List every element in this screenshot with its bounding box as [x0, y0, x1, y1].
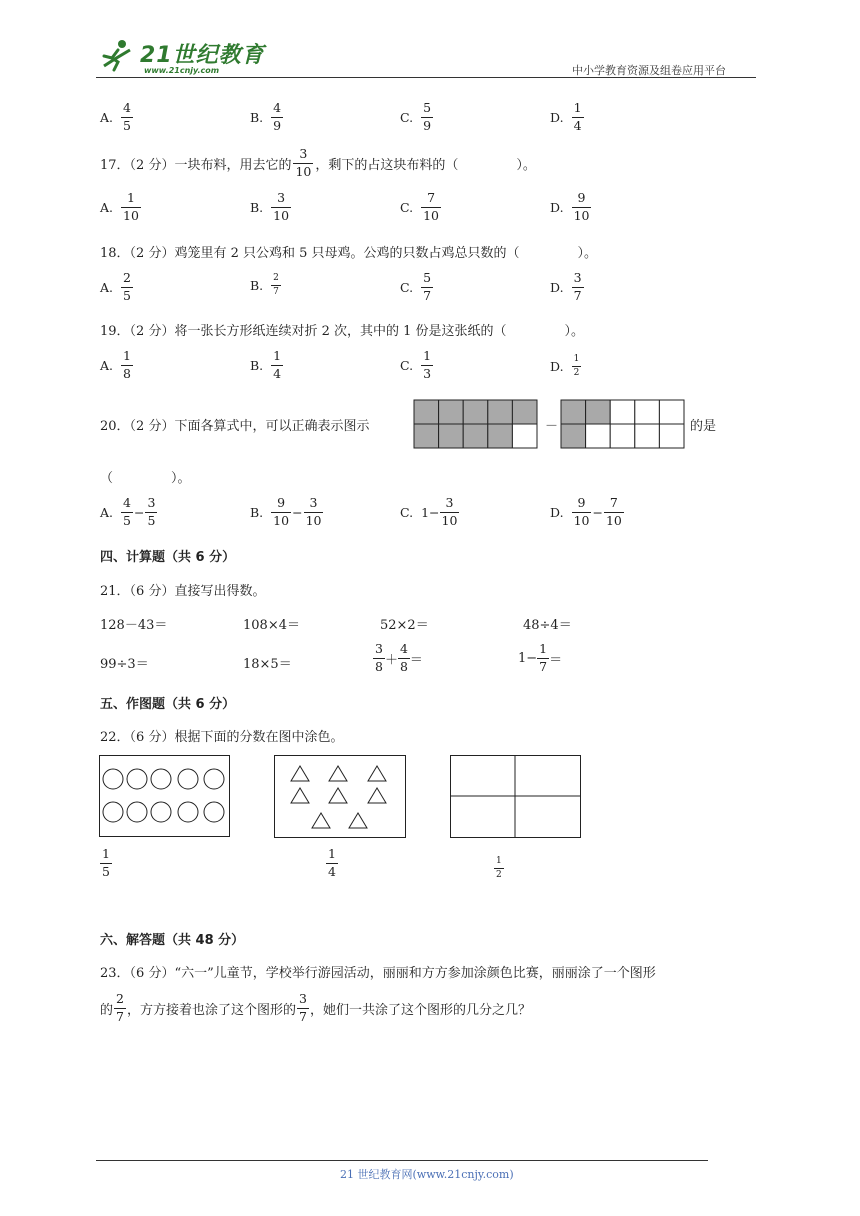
q19-text: 19．（2 分）将一张长方形纸连续对折 2 次，其中的 1 份是这张纸的（ ）。: [100, 324, 585, 339]
triangle-shape: [312, 813, 330, 828]
rectangle-figure[interactable]: [450, 755, 581, 838]
q19-option-b[interactable]: B. $\frac{1}{4}$: [250, 348, 282, 381]
q19-option-d[interactable]: D. $\frac{1}{2}$: [550, 354, 580, 378]
section-heading: 四、计算题（共 6 分）: [100, 550, 236, 565]
q20-option-b[interactable]: B. $\frac{9}{10}$ − $\frac{3}{10}$: [250, 495, 322, 528]
triangles-figure[interactable]: [274, 755, 406, 838]
fraction: $\frac{1}{2}$: [496, 856, 502, 880]
fraction: $\frac{4}{8}$: [399, 641, 408, 674]
runner-icon: [96, 36, 136, 76]
fraction: $\frac{3}{10}$: [441, 495, 458, 528]
calc-item: 108×4＝: [243, 618, 300, 633]
logo-text: 21世纪教育: [140, 43, 265, 68]
section-heading: 五、作图题（共 6 分）: [100, 697, 236, 712]
fraction: $\frac{3}{5}$: [147, 495, 156, 528]
triangle-shape: [349, 813, 367, 828]
q19-option-a[interactable]: A. $\frac{1}{8}$: [100, 348, 131, 381]
logo-url: www.21cnjy.com: [144, 66, 220, 75]
footer-rule: [96, 1160, 708, 1161]
fraction: $\frac{7}{10}$: [605, 495, 622, 528]
q18-option-c[interactable]: C. $\frac{5}{7}$: [400, 270, 432, 303]
q21-text: 21．（6 分）直接写出得数。: [100, 584, 266, 599]
q22-fraction-2: [326, 847, 338, 878]
circle-shape: [127, 802, 147, 822]
q17-option-c[interactable]: C. $\frac{7}{10}$: [400, 190, 439, 223]
grid-cell: [414, 424, 439, 448]
circle-shape: [151, 802, 171, 822]
q20-option-a[interactable]: A. $\frac{4}{5}$ − $\frac{3}{5}$: [100, 495, 156, 528]
fraction: $\frac{1}{3}$: [423, 348, 432, 381]
calc-item: $\frac{3}{8}$ ＋ $\frac{4}{8}$ ＝: [375, 641, 423, 674]
fraction: $\frac{4}{9}$: [273, 100, 282, 133]
fraction: $\frac{1}{8}$: [123, 348, 131, 381]
triangle-shape: [329, 788, 347, 803]
fraction: $\frac{2}{5}$: [123, 270, 131, 303]
header-platform-text: 中小学教育资源及组卷应用平台: [572, 64, 726, 77]
calc-item: 48÷4＝: [523, 618, 572, 633]
fraction: $\frac{3}{7}$: [573, 270, 582, 303]
grid-cell: [488, 424, 513, 448]
q20-text: 20．（2 分）下面各算式中，可以正确表示图示: [100, 419, 370, 434]
fraction: $\frac{3}{10}$: [295, 146, 312, 179]
grid-cell: [512, 424, 537, 448]
minus-sign: －: [545, 419, 559, 434]
fraction: $\frac{4}{5}$: [123, 495, 131, 528]
fraction: $\frac{7}{10}$: [423, 190, 439, 223]
grid-cell: [463, 400, 488, 424]
grid-cell: [439, 424, 464, 448]
fraction: $\frac{1}{5}$: [102, 846, 110, 879]
fraction: $\frac{1}{4}$: [273, 348, 282, 381]
q18-option-a[interactable]: A. $\frac{2}{5}$: [100, 270, 131, 303]
q20-grid-right: [560, 399, 686, 449]
q22-text: 22．（6 分）根据下面的分数在图中涂色。: [100, 730, 344, 745]
q19-option-c[interactable]: C. $\frac{1}{3}$: [400, 348, 432, 381]
q16-option-c[interactable]: C. $\frac{5}{9}$: [400, 100, 432, 133]
q20-blank-line: （ ）。: [100, 471, 191, 486]
circle-shape: [178, 769, 198, 789]
q22-fraction-1: [100, 847, 112, 878]
q22-fraction-3: [494, 852, 504, 880]
triangle-shape: [368, 788, 386, 803]
grid-cell: [610, 424, 635, 448]
grid-cell: [635, 424, 660, 448]
circles-figure[interactable]: [99, 755, 230, 837]
logo: [96, 34, 266, 78]
fraction: $\frac{1}{2}$: [573, 354, 580, 378]
footer-text[interactable]: 21 世纪教育网(www.21cnjy.com): [340, 1168, 514, 1181]
q17-text: 17．（2 分）一块布料，用去它的 $\frac{3}{10}$ ，剩下的占这块布料的（ ）。: [100, 146, 536, 179]
header-rule: [96, 77, 756, 78]
fraction: $\frac{9}{10}$: [273, 495, 290, 528]
calc-item: 128－43＝: [100, 618, 168, 633]
circle-shape: [204, 769, 224, 789]
grid-cell: [512, 400, 537, 424]
fraction: $\frac{1}{10}$: [123, 190, 139, 223]
fraction: $\frac{3}{8}$: [375, 641, 383, 674]
q18-option-d[interactable]: D. $\frac{3}{7}$: [550, 270, 582, 303]
calc-item: 18×5＝: [243, 657, 292, 672]
q18-option-b[interactable]: B. $\frac{2}{7}$: [250, 273, 279, 297]
grid-cell: [488, 400, 513, 424]
fraction: $\frac{4}{5}$: [123, 100, 131, 133]
triangle-shape: [291, 766, 309, 781]
fraction: $\frac{3}{10}$: [305, 495, 322, 528]
fraction: $\frac{1}{4}$: [573, 100, 582, 133]
circle-shape: [103, 769, 123, 789]
grid-cell: [635, 400, 660, 424]
grid-cell: [463, 424, 488, 448]
q20-grid-left: [413, 399, 539, 449]
q16-option-d[interactable]: D. $\frac{1}{4}$: [550, 100, 582, 133]
fraction: $\frac{1}{7}$: [539, 641, 548, 674]
grid-cell: [659, 400, 684, 424]
circle-shape: [178, 802, 198, 822]
q17-option-a[interactable]: A. $\frac{1}{10}$: [100, 190, 139, 223]
triangle-shape: [329, 766, 347, 781]
grid-cell: [439, 400, 464, 424]
grid-cell: [586, 400, 611, 424]
fraction: $\frac{9}{10}$: [573, 495, 590, 528]
fraction: $\frac{5}{9}$: [423, 100, 432, 133]
grid-cell: [561, 400, 586, 424]
fraction: $\frac{5}{7}$: [423, 270, 432, 303]
fraction: $\frac{2}{7}$: [116, 991, 124, 1024]
calc-item: 99÷3＝: [100, 657, 149, 672]
fraction: $\frac{1}{4}$: [328, 846, 336, 879]
triangle-shape: [368, 766, 386, 781]
grid-cell: [659, 424, 684, 448]
circle-shape: [204, 802, 224, 822]
q16-option-b[interactable]: B. $\frac{4}{9}$: [250, 100, 282, 133]
q23-line2: 的 $\frac{2}{7}$ ，方方接着也涂了这个图形的 $\frac{3}{7}$ ，她们一共涂了这个图形的几分之几？: [100, 991, 531, 1024]
grid-cell: [586, 424, 611, 448]
q23-line1: 23．（6 分）“六一”儿童节，学校举行游园活动，丽丽和方方参加涂颜色比赛，丽丽涂了一个图形: [100, 966, 656, 981]
fraction: $\frac{9}{10}$: [573, 190, 590, 223]
fraction: $\frac{2}{7}$: [273, 273, 279, 297]
fraction: $\frac{3}{10}$: [273, 190, 290, 223]
q16-option-a[interactable]: A. $\frac{4}{5}$: [100, 100, 131, 133]
q20-option-d[interactable]: D. $\frac{9}{10}$ − $\frac{7}{10}$: [550, 495, 622, 528]
grid-cell: [561, 424, 586, 448]
triangle-shape: [291, 788, 309, 803]
q20-option-c[interactable]: C. 1− $\frac{3}{10}$: [400, 495, 458, 528]
q20-text-after: 的是: [690, 419, 717, 434]
circle-shape: [103, 802, 123, 822]
calc-item: 1− $\frac{1}{7}$ ＝: [518, 641, 563, 674]
circle-shape: [151, 769, 171, 789]
q17-option-d[interactable]: D. $\frac{9}{10}$: [550, 190, 590, 223]
section-heading: 六、解答题（共 48 分）: [100, 933, 245, 948]
calc-item: 52×2＝: [380, 618, 429, 633]
grid-cell: [610, 400, 635, 424]
circle-shape: [127, 769, 147, 789]
q17-option-b[interactable]: B. $\frac{3}{10}$: [250, 190, 290, 223]
q18-text: 18．（2 分）鸡笼里有 2 只公鸡和 5 只母鸡。公鸡的只数占鸡总只数的（ ）。: [100, 246, 598, 261]
grid-cell: [414, 400, 439, 424]
fraction: $\frac{3}{7}$: [298, 991, 307, 1024]
